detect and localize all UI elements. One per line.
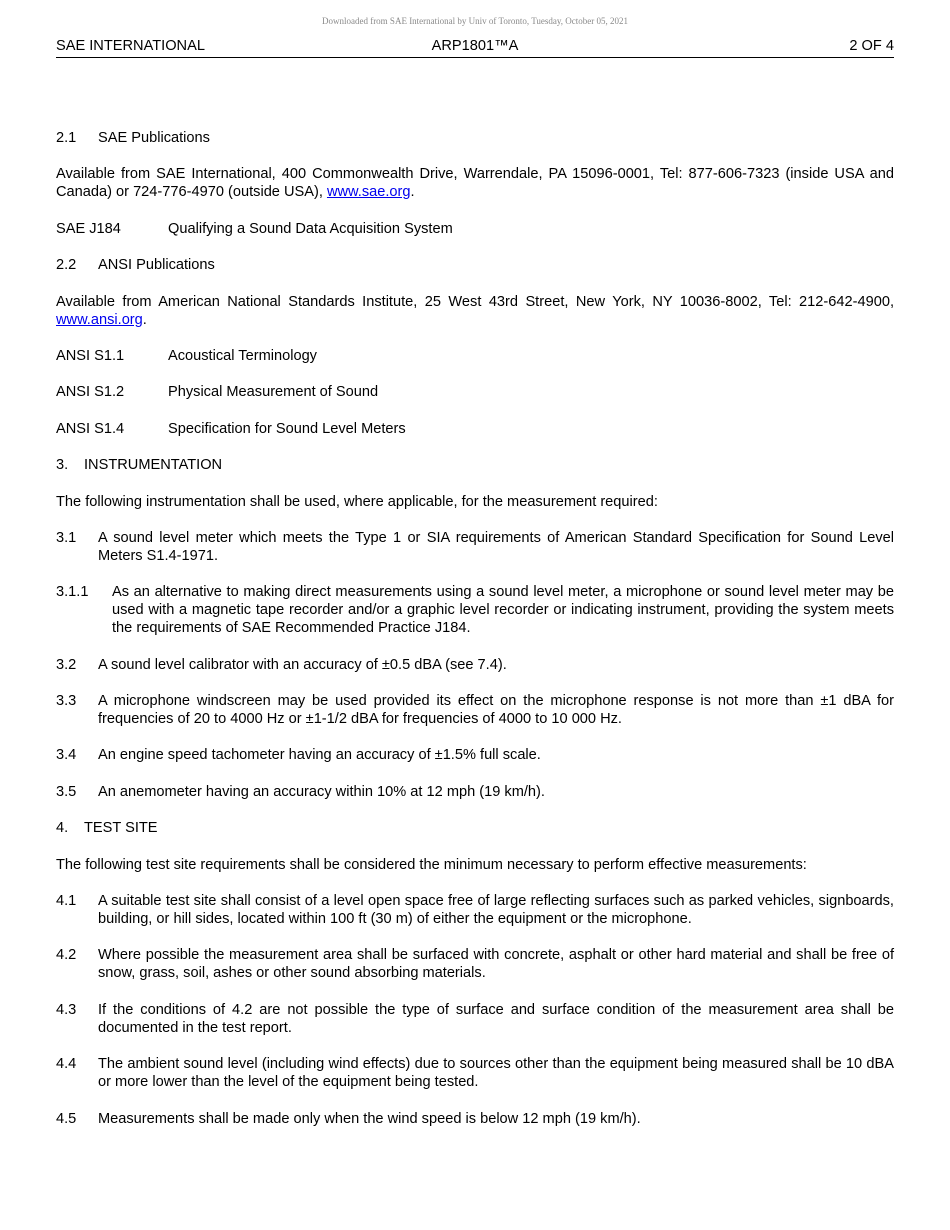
page-header: [56, 38, 894, 58]
reference-ansi-s1-4: [56, 420, 894, 438]
section-2-2-heading: [56, 256, 894, 274]
section-title: INSTRUMENTATION: [84, 457, 223, 474]
clause-number: 3.5: [56, 783, 77, 800]
reference-title: Physical Measurement of Sound: [168, 384, 379, 401]
header-page-number: 2 OF 4: [849, 38, 894, 54]
reference-ansi-s1-2: [56, 383, 894, 401]
clause-4-2: [56, 946, 894, 982]
section-number: 2.1: [56, 130, 77, 146]
clause-3-5: [56, 783, 894, 801]
reference-code: ANSI S1.1: [56, 347, 125, 364]
reference-code: ANSI S1.4: [56, 420, 125, 437]
section-number: 3.: [56, 457, 69, 474]
clause-number: 4.2: [56, 947, 77, 964]
clause-number: 3.3: [56, 693, 77, 710]
clause-text: A sound level meter which meets the Type 1 or SIA requirements of American Standard Specification for Sound Level Meters S1.4-1971.: [98, 529, 894, 564]
clause-text: Where possible the measurement area shall be surfaced with concrete, asphalt or other hard material and shall be free of snow, grass, soil, ashes or other sound absorbing materials.: [98, 947, 894, 982]
sae-availability-paragraph: Available from SAE International, 400 Commonwealth Drive, Warrendale, PA 15096-0001, Tel: 877-606-7323 (inside USA and Canada) or 724-776-4970 (outside USA), www.sae.org.: [56, 166, 894, 201]
clause-number: 4.5: [56, 1110, 77, 1127]
reference-title: Specification for Sound Level Meters: [168, 420, 406, 437]
clause-number: 3.4: [56, 747, 77, 764]
download-watermark: Downloaded from SAE International by Univ of Toronto, Tuesday, October 05, 2021: [321, 16, 629, 26]
clause-number: 3.1: [56, 529, 77, 546]
clause-text: A microphone windscreen may be used provided its effect on the microphone response is not more than ±1 dBA for frequencies of 20 to 4000 Hz or ±1-1/2 dBA for frequencies of 4000 to 10 000 Hz.: [98, 693, 894, 728]
clause-3-2: [56, 656, 894, 674]
clause-number: 4.1: [56, 893, 77, 910]
reference-ansi-s1-1: [56, 347, 894, 365]
reference-code: SAE J184: [56, 220, 121, 237]
section-title: ANSI Publications: [98, 257, 215, 274]
document-body: [56, 129, 894, 1128]
header-organization: SAE INTERNATIONAL: [56, 38, 205, 54]
section-3-heading: [56, 456, 894, 474]
clause-number: 3.1.1: [56, 584, 89, 601]
section-number: 2.2: [56, 257, 77, 274]
availability-text: Available from American National Standards Institute, 25 West 43rd Street, New York, NY 10036-8002, Tel: 212-642-4900,: [56, 293, 894, 310]
clause-4-1: [56, 892, 894, 928]
section-title: TEST SITE: [84, 820, 158, 837]
section-title: SAE Publications: [98, 130, 210, 146]
sae-website-link[interactable]: www.sae.org: [326, 184, 411, 201]
clause-3-1: [56, 529, 894, 565]
clause-3-3: [56, 692, 894, 728]
section-2-1-heading: [56, 129, 894, 147]
clause-4-4: [56, 1055, 894, 1091]
reference-title: Acoustical Terminology: [168, 347, 317, 364]
section-4-heading: [56, 819, 894, 837]
section-number: 4.: [56, 820, 69, 837]
clause-text: The ambient sound level (including wind effects) due to sources other than the equipment being measured shall be 10 dBA or more lower than the level of the equipment being tested.: [98, 1056, 894, 1091]
clause-number: 3.2: [56, 656, 77, 673]
ansi-availability-paragraph: Available from American National Standards Institute, 25 West 43rd Street, New York, NY 10036-8002, Tel: 212-642-4900, www.ansi.org.: [56, 293, 894, 328]
clause-3-1-1: [56, 583, 894, 637]
clause-3-4: [56, 746, 894, 764]
clause-text: Measurements shall be made only when the wind speed is below 12 mph (19 km/h).: [98, 1110, 641, 1127]
clause-4-3: [56, 1001, 894, 1037]
clause-text: A suitable test site shall consist of a level open space free of large reflecting surfaces such as parked vehicles, signboards, building, or hill sides, located within 100 ft (30 m) of either the equipment or the microphone.: [98, 893, 894, 928]
clause-number: 4.4: [56, 1056, 77, 1073]
ansi-website-link[interactable]: www.ansi.org: [56, 311, 143, 328]
clause-text: An engine speed tachometer having an accuracy of ±1.5% full scale.: [98, 747, 541, 764]
availability-text: Available from SAE International, 400 Commonwealth Drive, Warrendale, PA 15096-0001, Tel: 877-606-7323 (inside USA and Canada) or 724-776-4970 (outside USA),: [56, 166, 894, 201]
reference-title: Qualifying a Sound Data Acquisition System: [168, 220, 453, 237]
reference-code: ANSI S1.2: [56, 384, 125, 401]
clause-text: An anemometer having an accuracy within 10% at 12 mph (19 km/h).: [98, 783, 545, 800]
header-document-id: ARP1801™A: [431, 38, 519, 54]
clause-text: As an alternative to making direct measurements using a sound level meter, a microphone or sound level meter may be used with a magnetic tape recorder and/or a graphic level recorder or indicating instrument, providing the system meets the requirements of SAE Recommended Practice J184.: [112, 584, 894, 637]
clause-number: 4.3: [56, 1001, 77, 1018]
section-4-intro: The following test site requirements shall be considered the minimum necessary to perform effective measurements:: [56, 856, 807, 873]
reference-sae-j184: [56, 220, 894, 238]
clause-4-5: [56, 1110, 894, 1128]
clause-text: A sound level calibrator with an accuracy of ±0.5 dBA (see 7.4).: [98, 656, 507, 673]
section-3-intro: The following instrumentation shall be used, where applicable, for the measurement required:: [56, 493, 658, 510]
clause-text: If the conditions of 4.2 are not possible the type of surface and surface condition of the measurement area shall be documented in the test report.: [98, 1001, 894, 1036]
